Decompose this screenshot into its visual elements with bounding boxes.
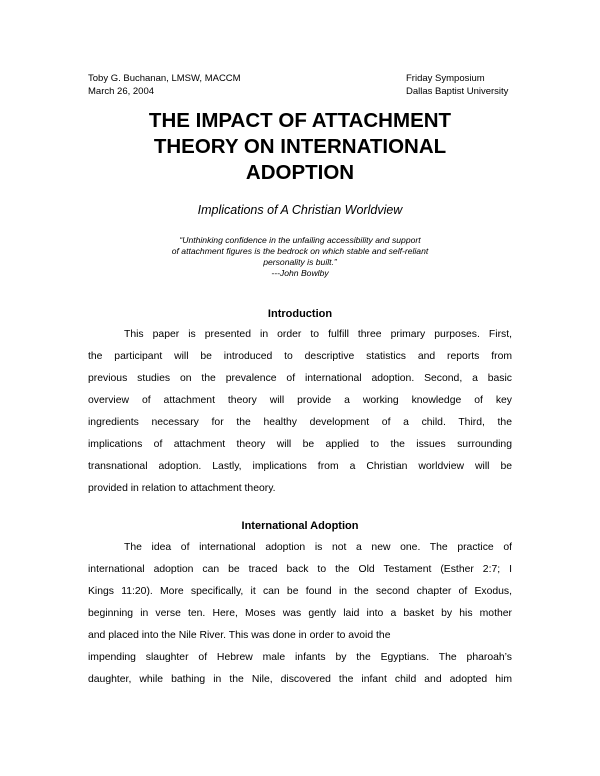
paragraph-line: impending slaughter of Hebrew male infants by the Egyptians. The pharoah’s (88, 652, 512, 663)
section-heading-international-adoption: International Adoption (241, 520, 359, 532)
paragraph-line: the participant will be introduced to descriptive statistics and reports from (88, 351, 512, 362)
quote-line: of attachment figures is the bedrock on which stable and self-reliant (171, 246, 429, 256)
title-line: THE IMPACT OF ATTACHMENT (148, 109, 452, 132)
paragraph-line: This paper is presented in order to fulfill three primary purposes. First, (124, 329, 512, 340)
international-adoption-paragraph (88, 537, 512, 691)
event-line: Friday Symposium (406, 73, 485, 84)
section-heading-introduction: Introduction (267, 308, 333, 320)
epigraph-quote (88, 235, 512, 279)
paragraph-line: The idea of international adoption is not a new one. The practice of (124, 542, 512, 553)
paragraph-line: overview of attachment theory will provide a working knowledge of key (88, 395, 512, 406)
institution-line: Dallas Baptist University (406, 86, 509, 97)
paragraph-line: previous studies on the prevalence of international adoption. Second, a basic (88, 373, 512, 384)
title-line: THEORY ON INTERNATIONAL (153, 135, 447, 158)
date-line: March 26, 2004 (88, 86, 155, 97)
paragraph-line: ingredients necessary for the healthy development of a child. Third, the (88, 417, 512, 428)
paragraph-line: and placed into the Nile River. This was done in order to avoid the (88, 630, 391, 641)
paragraph-line: implications of attachment theory will be applied to the issues surrounding (88, 439, 512, 450)
paragraph-line: provided in relation to attachment theory. (88, 483, 276, 494)
quote-line: personality is built.” (263, 257, 337, 267)
quote-line: “Unthinking confidence in the unfailing accessibility and support (179, 235, 421, 245)
paragraph-line: transnational adoption. Lastly, implications from a Christian worldview will be (88, 461, 512, 472)
paper-title (88, 108, 512, 186)
quote-attribution: ---John Bowlby (271, 268, 329, 278)
paragraph-line: international adoption can be traced back to the Old Testament (Esther 2:7; I (88, 564, 512, 575)
paper-subtitle: Implications of A Christian Worldview (197, 203, 403, 217)
title-line: ADOPTION (245, 161, 355, 184)
paragraph-line: beginning in verse ten. Here, Moses was gently laid into a basket by his mother (88, 608, 512, 619)
paragraph-line: daughter, while bathing in the Nile, discovered the infant child and adopted him (88, 674, 512, 685)
header-right (406, 72, 508, 98)
introduction-paragraph (88, 324, 512, 500)
header-left (88, 72, 241, 98)
paragraph-line: Kings 11:20). More specifically, it can be found in the second chapter of Exodus, (88, 586, 512, 597)
author-line: Toby G. Buchanan, LMSW, MACCM (88, 73, 241, 84)
